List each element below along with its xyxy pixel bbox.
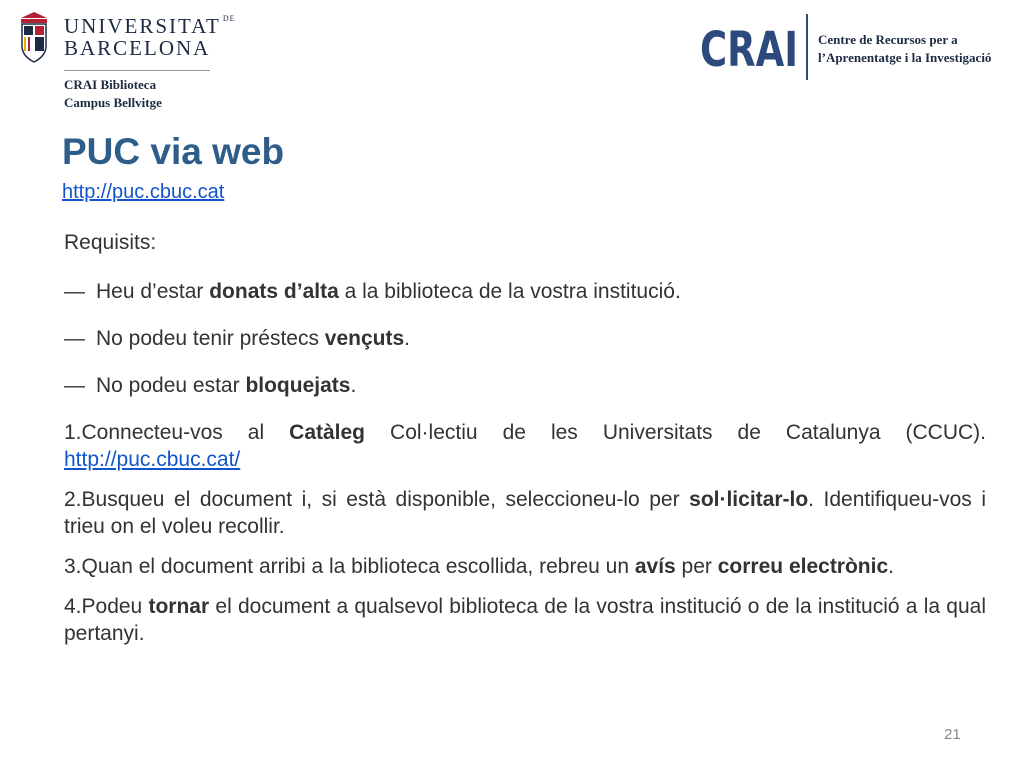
catalog-link[interactable]: http://puc.cbuc.cat/ — [64, 448, 241, 471]
library-name-line1: CRAI Biblioteca — [64, 77, 157, 92]
header-divider — [64, 70, 210, 71]
step-3: 3.Quan el document arribi a la biblioteca escollida, rebreu un avís per correu electrònic. — [64, 555, 894, 578]
university-crest-icon — [20, 12, 48, 64]
dash-bullet-icon: — — [64, 327, 85, 350]
university-name-line1: UNIVERSITAT $^{DE}$ — [64, 14, 236, 38]
requirement-item: — Heu d’estar donats d’alta a la biblioteca de la vostra institució. — [64, 280, 681, 303]
crai-logo-text: CRAI — [700, 22, 798, 78]
step-4: 4.Podeu tornar el document a qualsevol biblioteca de la vostra institució o de la institució a la qual pertanyi. — [64, 595, 986, 645]
crai-description-line1: Centre de Recursos per a — [818, 32, 958, 47]
requirements-label: Requisits: — [64, 231, 157, 254]
crai-separator — [806, 14, 808, 80]
crai-description-line2: l’Aprenentatge i la Investigació — [818, 50, 992, 65]
step-2: 2.Busqueu el document i, si està disponible, seleccioneu-lo per sol·licitar-lo. Identifiqueu-vos i trieu on el voleu recollir. — [64, 488, 986, 538]
university-name-line2: BARCELONA — [64, 36, 211, 60]
title-link[interactable]: http://puc.cbuc.cat — [62, 181, 225, 203]
page-number: 21 — [944, 726, 961, 743]
library-name-line2: Campus Bellvitge — [64, 95, 162, 110]
requirement-item: — No podeu tenir préstecs vençuts. — [64, 327, 411, 350]
slide-title: PUC via web — [62, 131, 285, 172]
requirement-item: — No podeu estar bloquejats. — [64, 374, 357, 397]
step-1: 1.Connecteu-vos al Catàleg Col·lectiu de les Universitats de Catalunya (CCUC). http://puc.cbuc.cat/ — [64, 421, 986, 471]
crai-logo — [700, 20, 800, 78]
dash-bullet-icon: — — [64, 374, 85, 397]
slide-content — [64, 229, 986, 660]
dash-bullet-icon: — — [64, 280, 85, 303]
university-name-de: DE — [222, 14, 236, 23]
